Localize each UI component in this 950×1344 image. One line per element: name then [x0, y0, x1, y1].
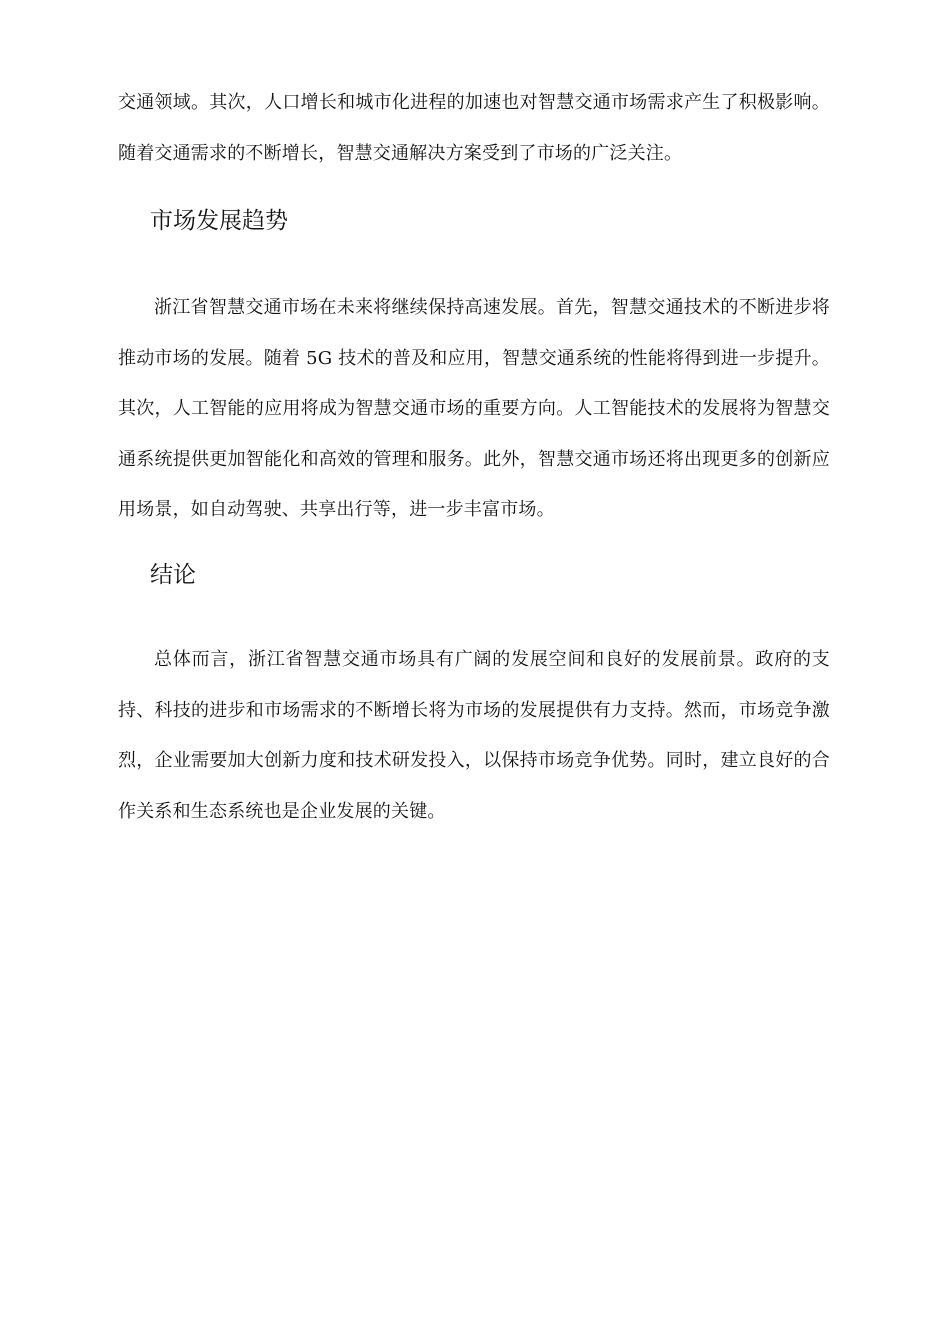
heading-conclusion: 结论 — [150, 562, 196, 588]
paragraph-conclusion: 总体而言，浙江省智慧交通市场具有广阔的发展空间和良好的发展前景。政府的支持、科技的进步和市场需求的不断增长将为市场的发展提供有力支持。然而，市场竞争激烈，企业需要加大创新力度和技术研发投入，以保持市场竞争优势。同时，建立良好的合作关系和生态系统也是企业发展的关键。 — [118, 649, 830, 822]
paragraph-intro-continuation: 交通领域。其次，人口增长和城市化进程的加速也对智慧交通市场需求产生了积极影响。随着交通需求的不断增长，智慧交通解决方案受到了市场的广泛关注。 — [118, 92, 830, 164]
heading-market-trends: 市场发展趋势 — [150, 208, 288, 234]
paragraph-market-trends: 浙江省智慧交通市场在未来将继续保持高速发展。首先，智慧交通技术的不断进步将推动市场的发展。随着 5G 技术的普及和应用，智慧交通系统的性能将得到进一步提升。其次，人工智能的应用将成为智慧交通市场的重要方向。人工智能技术的发展将为智慧交通系统提供更加智能化和高效的管理和服务。此外，智慧交通市场还将出现更多的创新应用场景，如自动驾驶、共享出行等，进一步丰富市场。 — [118, 297, 830, 520]
